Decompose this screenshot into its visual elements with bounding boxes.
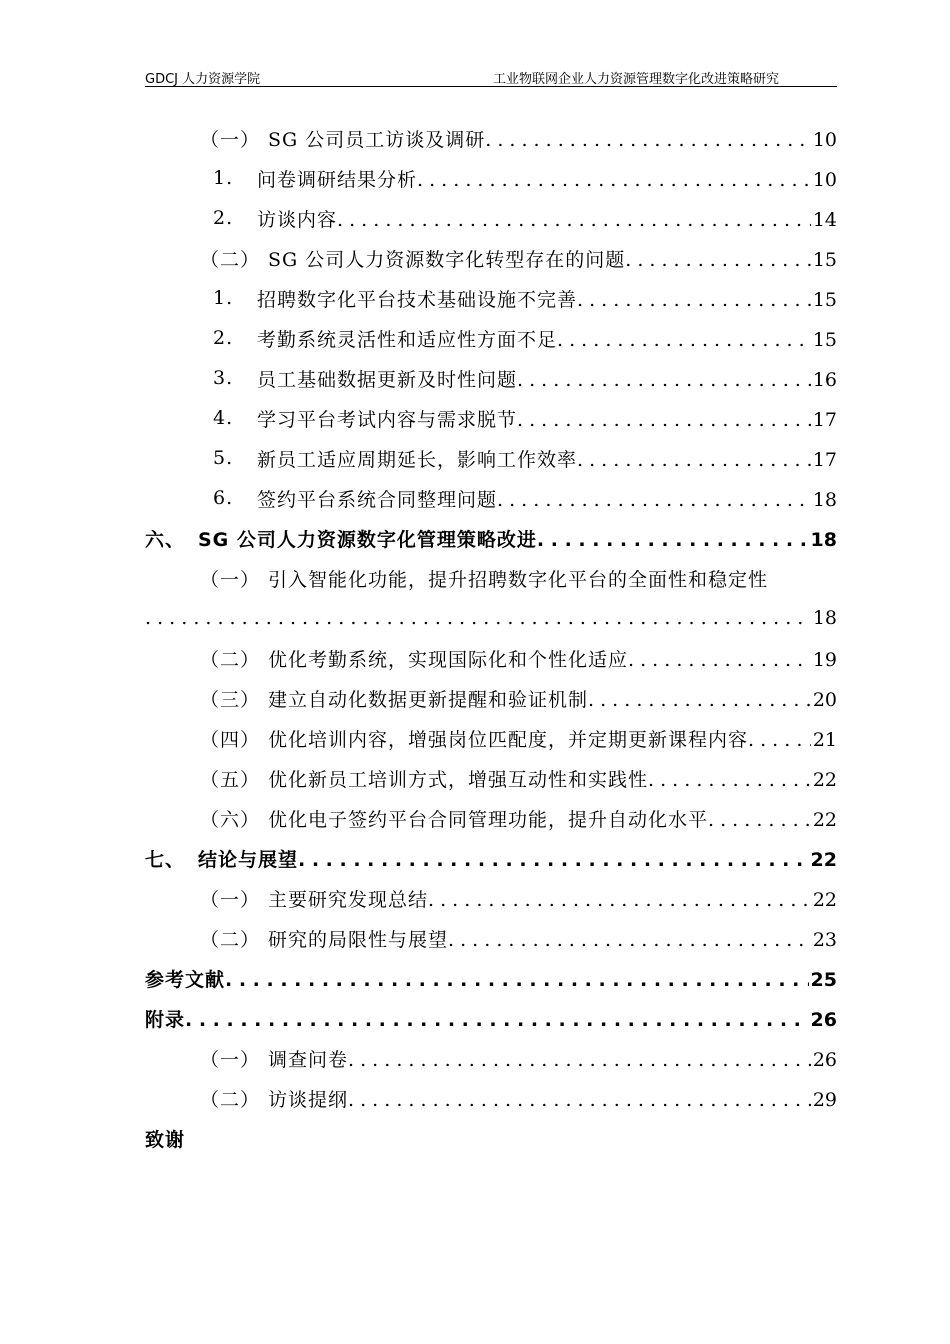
- toc-entry-page: 22: [812, 888, 837, 911]
- toc-dot-leader: [628, 649, 811, 671]
- toc-entry-number: （二）: [200, 928, 261, 951]
- toc-entry-page: 23: [812, 928, 837, 951]
- toc-entry-title: 建立自动化数据更新提醒和验证机制: [268, 688, 589, 711]
- toc-entry-body: [268, 805, 837, 832]
- toc-entry-page: 16: [812, 368, 837, 391]
- toc-entry-body: [145, 607, 837, 629]
- toc-entry-body: [268, 685, 837, 712]
- toc-entry[interactable]: [145, 1078, 837, 1118]
- toc-entry-page: 14: [812, 208, 837, 231]
- toc-dot-leader: [537, 529, 809, 551]
- toc-entry-title: 优化考勤系统，实现国际化和个性化适应: [268, 648, 629, 671]
- toc-entry-page: 22: [812, 808, 837, 831]
- toc-entry-body: [268, 125, 837, 152]
- toc-entry-body: [257, 205, 837, 232]
- toc-entry-page: 22: [810, 848, 837, 871]
- toc-entry-body: [145, 965, 837, 992]
- toc-dot-leader: [225, 969, 809, 991]
- toc-dot-leader: [348, 1049, 811, 1071]
- toc-dot-leader: [517, 409, 811, 431]
- toc-entry-number: （一）: [200, 1048, 261, 1071]
- toc-entry-body: [257, 485, 837, 512]
- toc-entry-number: 2.: [213, 327, 234, 349]
- toc-entry-title: 新员工适应周期延长，影响工作效率: [257, 448, 578, 471]
- toc-entry[interactable]: [145, 438, 837, 478]
- toc-entry-page: 25: [810, 968, 837, 991]
- toc-entry-number: （五）: [200, 768, 261, 791]
- toc-entry-number: （四）: [200, 728, 261, 751]
- toc-entry-number: 3.: [213, 367, 234, 389]
- toc-dot-leader: [485, 129, 811, 151]
- toc-entry-title: 主要研究发现总结: [268, 888, 429, 911]
- toc-entry-title: 考勤系统灵活性和适应性方面不足: [257, 328, 558, 351]
- toc-entry-page: 19: [812, 648, 837, 671]
- toc-entry-title: 附录: [145, 1008, 186, 1031]
- toc-entry-body: [145, 1005, 837, 1032]
- toc-entry-page: 18: [810, 528, 837, 551]
- toc-dot-leader: [337, 209, 811, 231]
- toc-entry[interactable]: [145, 598, 837, 638]
- toc-dot-leader: [577, 449, 811, 471]
- toc-entry-number: （一）: [200, 888, 261, 911]
- toc-entry[interactable]: [145, 478, 837, 518]
- toc-entry[interactable]: [145, 918, 837, 958]
- toc-entry-body: [268, 725, 837, 752]
- toc-entry[interactable]: [145, 238, 837, 278]
- toc-dot-leader: [577, 289, 811, 311]
- toc-entry-title: 员工基础数据更新及时性问题: [257, 368, 518, 391]
- toc-entry-title: SG 公司人力资源数字化转型存在的问题: [268, 248, 626, 271]
- toc-entry-body: [268, 645, 837, 672]
- toc-entry[interactable]: [145, 278, 837, 318]
- toc-entry-number: （六）: [200, 808, 261, 831]
- toc-entry-title: 研究的局限性与展望: [268, 928, 449, 951]
- toc-dot-leader: [448, 929, 811, 951]
- toc-dot-leader: [588, 689, 811, 711]
- toc-entry-number: 1.: [213, 287, 234, 309]
- toc-entry[interactable]: [145, 758, 837, 798]
- toc-entry-number: 2.: [213, 207, 234, 229]
- toc-entry-page: 26: [810, 1008, 837, 1031]
- toc-dot-leader: [298, 849, 809, 871]
- toc-entry-title: 访谈内容: [257, 208, 338, 231]
- toc-entry[interactable]: [145, 558, 837, 598]
- toc-dot-leader: [145, 607, 811, 629]
- toc-entry-title: 致谢: [145, 1128, 186, 1151]
- toc-entry-title: 调查问卷: [268, 1048, 349, 1071]
- toc-entry-body: [268, 925, 837, 952]
- toc-entry[interactable]: [145, 798, 837, 838]
- toc-entry-number: （三）: [200, 688, 261, 711]
- toc-entry-number: （一）: [200, 128, 261, 151]
- toc-dot-leader: [557, 329, 811, 351]
- toc-entry-body: [268, 1085, 837, 1112]
- toc-entry[interactable]: [145, 638, 837, 678]
- toc-entry-title: SG 公司员工访谈及调研: [268, 128, 486, 151]
- toc-entry-title: 结论与展望: [198, 848, 299, 871]
- toc-dot-leader: [185, 1009, 809, 1031]
- toc-entry-page: 15: [812, 328, 837, 351]
- toc-dot-leader: [625, 249, 811, 271]
- toc-entry-body: [268, 245, 837, 272]
- toc-entry-body: [257, 445, 837, 472]
- toc-entry-body: [198, 525, 837, 552]
- toc-entry-page: 10: [812, 168, 837, 191]
- toc-entry-number: 5.: [213, 447, 234, 469]
- toc-entry-title: 签约平台系统合同整理问题: [257, 488, 498, 511]
- toc-entry[interactable]: [145, 838, 837, 878]
- toc-entry[interactable]: [145, 958, 837, 998]
- toc-entry-number: （一）: [200, 568, 261, 591]
- toc-entry-page: 15: [812, 248, 837, 271]
- toc-entry[interactable]: [145, 358, 837, 398]
- toc-dot-leader: [748, 729, 811, 751]
- toc-entry-body: [257, 325, 837, 352]
- toc-entry[interactable]: [145, 398, 837, 438]
- toc-entry[interactable]: [145, 878, 837, 918]
- toc-entry-page: 20: [812, 688, 837, 711]
- toc-entry-title: SG 公司人力资源数字化管理策略改进: [198, 528, 537, 551]
- toc-dot-leader: [648, 769, 811, 791]
- toc-entry-title: 优化培训内容，增强岗位匹配度，并定期更新课程内容: [268, 728, 749, 751]
- toc-entry[interactable]: [145, 1118, 837, 1158]
- toc-entry-title: 参考文献: [145, 968, 226, 991]
- toc-entry-body: [268, 565, 768, 592]
- toc-entry-page: 29: [812, 1088, 837, 1111]
- toc-entry-number: 1.: [213, 167, 234, 189]
- toc-entry-body: [257, 365, 837, 392]
- toc-entry-page: 17: [812, 408, 837, 431]
- toc-dot-leader: [497, 489, 811, 511]
- toc-entry-page: 21: [812, 728, 837, 751]
- toc-entry-body: [268, 765, 837, 792]
- toc-entry-body: [268, 1045, 837, 1072]
- toc-entry-number: （二）: [200, 248, 261, 271]
- toc-entry-body: [257, 285, 837, 312]
- toc-entry[interactable]: [145, 1038, 837, 1078]
- toc-entry-body: [257, 165, 837, 192]
- toc-entry-page: 18: [812, 488, 837, 511]
- toc-entry-body: [268, 885, 837, 912]
- toc-entry[interactable]: [145, 518, 837, 558]
- toc-entry-number: 4.: [213, 407, 234, 429]
- toc-dot-leader: [417, 169, 811, 191]
- toc-dot-leader: [517, 369, 811, 391]
- toc-entry-body: [145, 1125, 185, 1152]
- toc-entry-title: 引入智能化功能，提升招聘数字化平台的全面性和稳定性: [268, 568, 769, 591]
- toc-entry-title: 学习平台考试内容与需求脱节: [257, 408, 518, 431]
- page-header: [145, 66, 837, 87]
- toc-entry-title: 招聘数字化平台技术基础设施不完善: [257, 288, 578, 311]
- toc-entry-number: 6.: [213, 487, 234, 509]
- table-of-contents: [145, 118, 837, 1158]
- toc-entry-page: 17: [812, 448, 837, 471]
- toc-entry[interactable]: [145, 198, 837, 238]
- toc-entry-body: [257, 405, 837, 432]
- toc-entry-page: 22: [812, 768, 837, 791]
- toc-entry-title: 问卷调研结果分析: [257, 168, 418, 191]
- toc-dot-leader: [348, 1089, 811, 1111]
- toc-entry-page: 10: [812, 128, 837, 151]
- toc-entry[interactable]: [145, 318, 837, 358]
- toc-dot-leader: [428, 889, 811, 911]
- toc-entry[interactable]: [145, 678, 837, 718]
- toc-dot-leader: [708, 809, 811, 831]
- toc-entry-page: 18: [812, 607, 837, 629]
- toc-entry-number: （二）: [200, 648, 261, 671]
- toc-entry-number: （二）: [200, 1088, 261, 1111]
- header-left-text: GDCJ 人力资源学院: [145, 72, 261, 87]
- toc-entry-title: 优化电子签约平台合同管理功能，提升自动化水平: [268, 808, 709, 831]
- toc-entry[interactable]: [145, 718, 837, 758]
- toc-entry-body: [198, 845, 837, 872]
- toc-entry-title: 优化新员工培训方式，增强互动性和实践性: [268, 768, 649, 791]
- toc-entry[interactable]: [145, 118, 837, 158]
- toc-entry[interactable]: [145, 158, 837, 198]
- toc-entry-number: 六、: [145, 528, 186, 551]
- toc-entry[interactable]: [145, 998, 837, 1038]
- toc-entry-page: 15: [812, 288, 837, 311]
- header-right-text: 工业物联网企业人力资源管理数字化改进策略研究: [492, 72, 779, 87]
- toc-entry-page: 26: [812, 1048, 837, 1071]
- toc-entry-number: 七、: [145, 848, 186, 871]
- toc-entry-title: 访谈提纲: [268, 1088, 349, 1111]
